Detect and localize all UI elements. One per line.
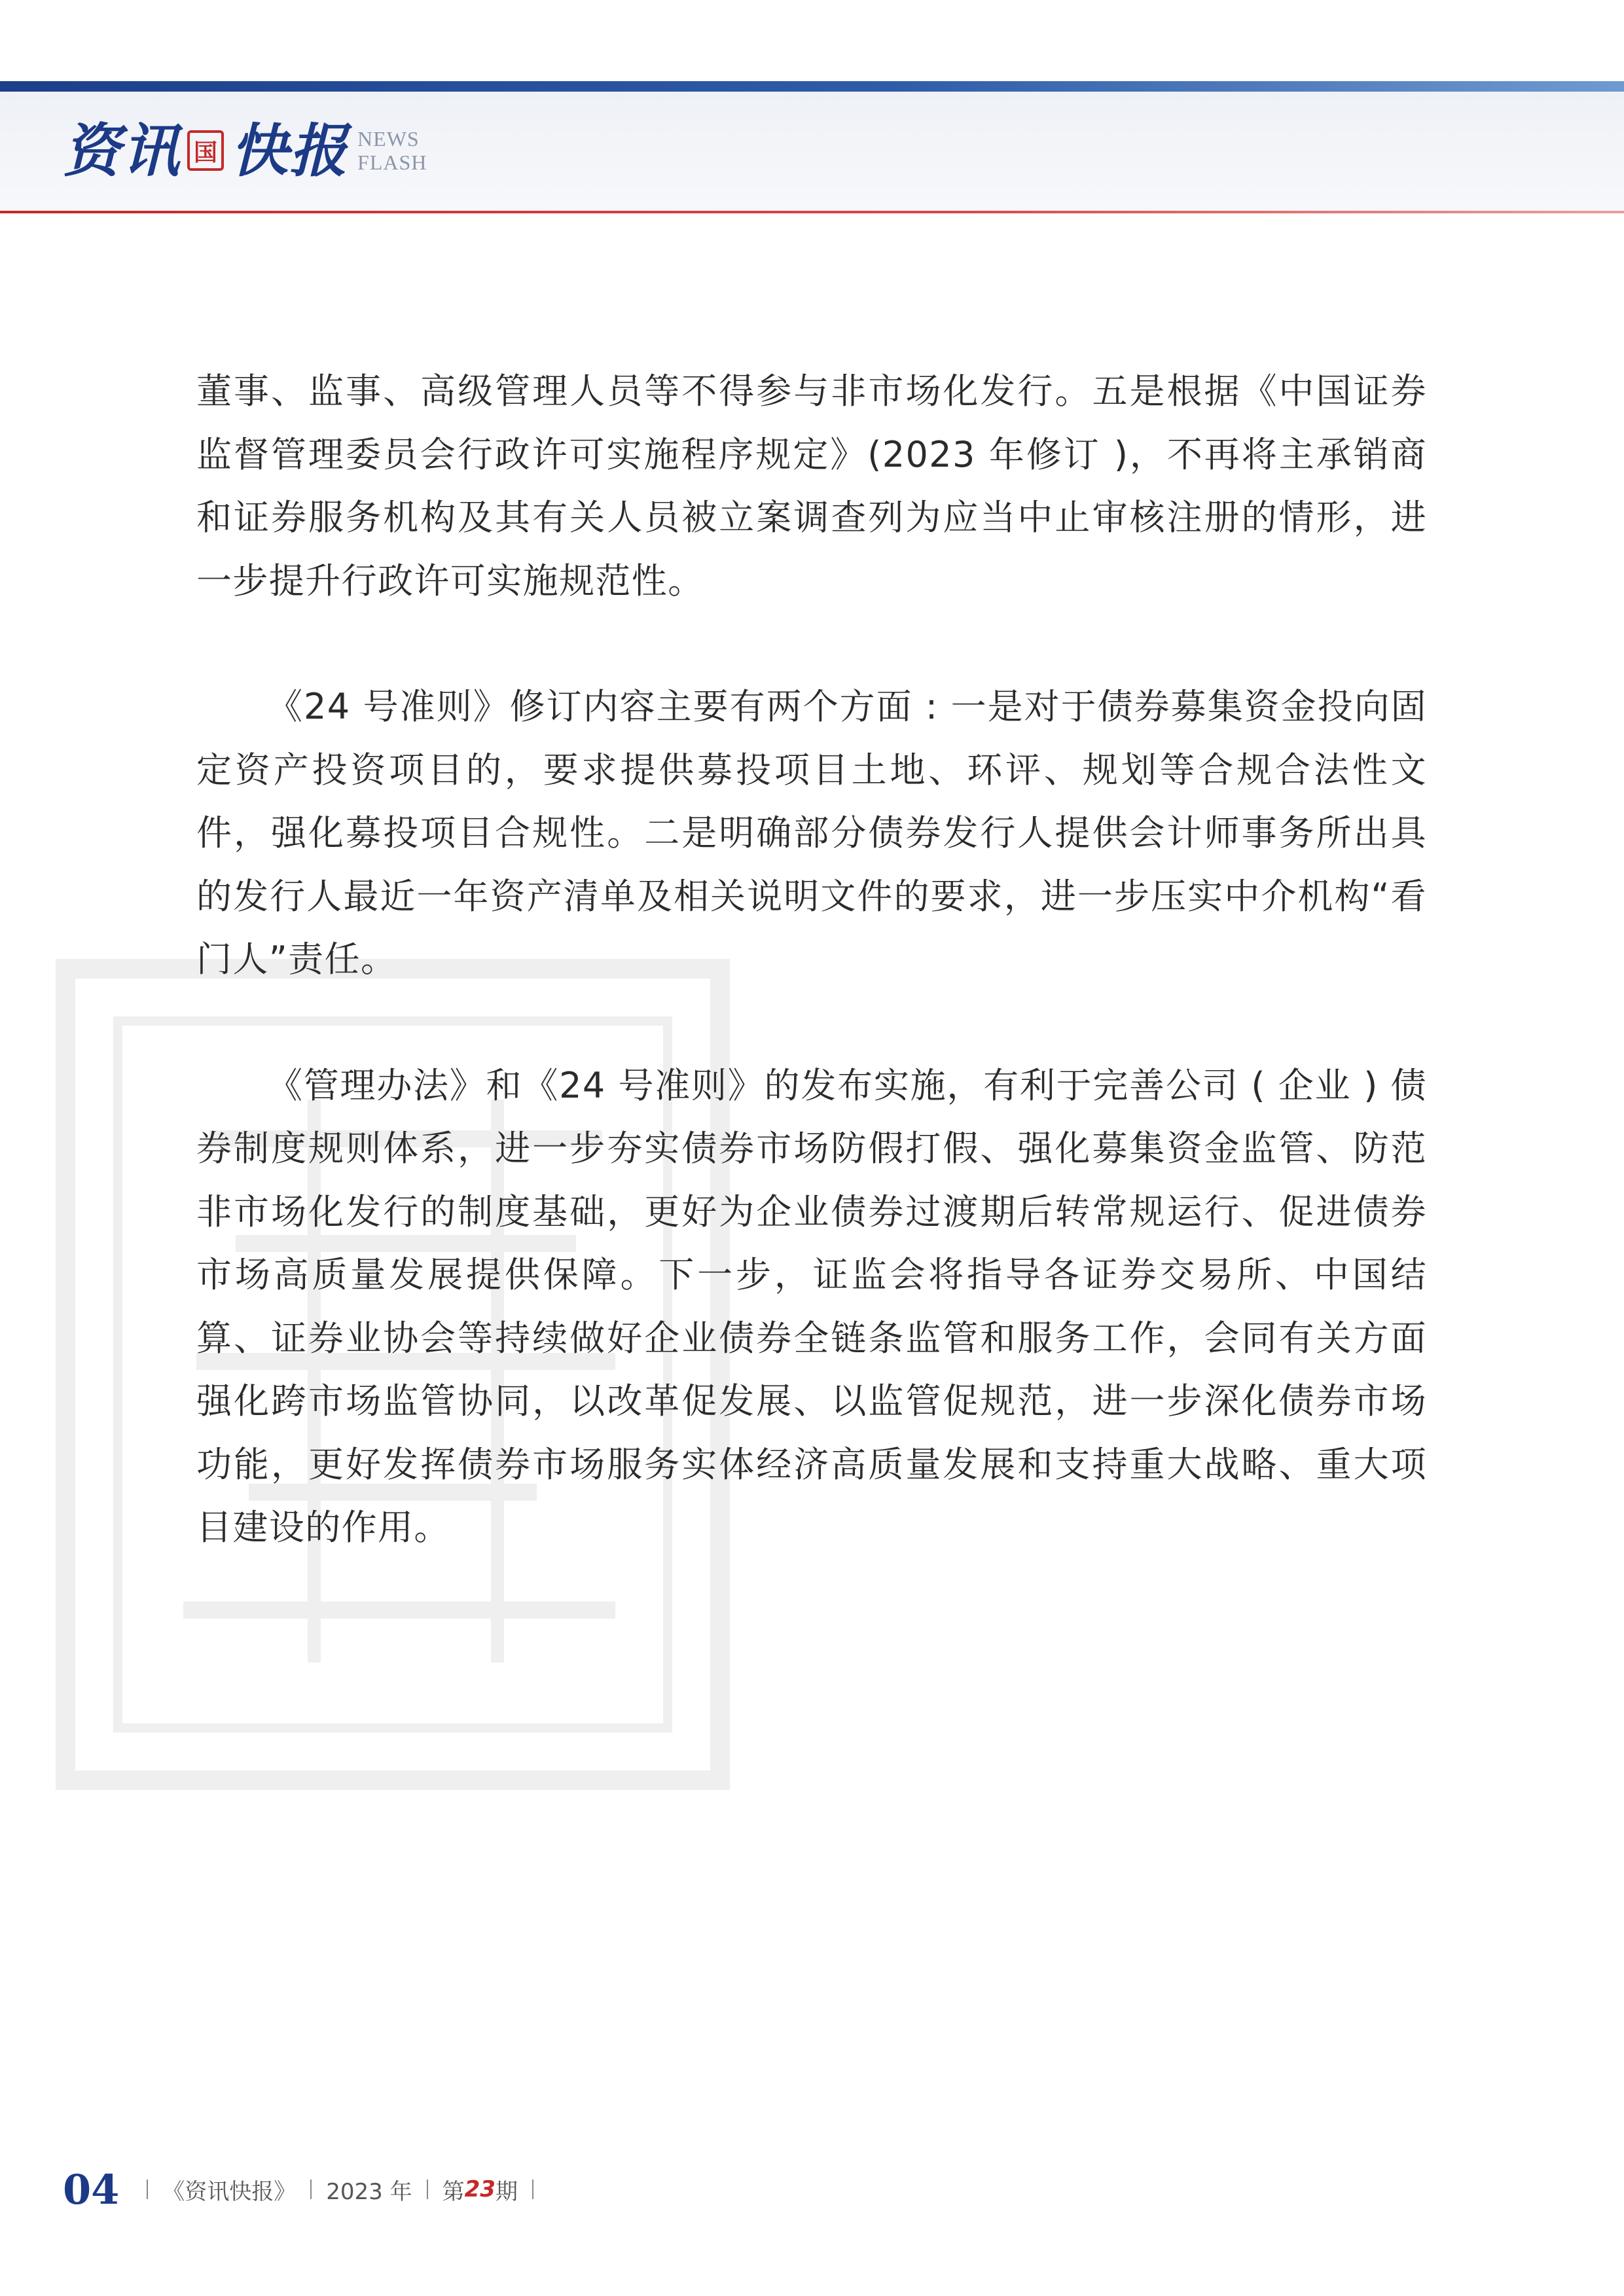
page-number: 04 <box>63 2165 120 2214</box>
footer-year: 2023 年 <box>326 2178 412 2205</box>
publication-logo <box>63 111 427 190</box>
footer-issue-prefix: 第 <box>442 2178 465 2205</box>
logo-text-part2: 快报 <box>230 117 349 185</box>
paragraph-2: 《24 号准则》修订内容主要有两个方面 : 一是对于债券募集资金投向固定资产投资项目的，要求提供募投项目土地、环评、规划等合规合法性文件，强化募投项目合规性。二是明确部分债券发行人提供会计师事务所出具的发行人最近一年资产清单及相关说明文件的要求，进一步压实中介机构“看门人”责任。 <box>196 686 1427 980</box>
logo-english <box>357 127 427 174</box>
logo-text-part1: 资讯 <box>63 117 181 185</box>
logo-english-line2: FLASH <box>357 151 427 174</box>
footer-issue-suffix: 期 <box>495 2178 518 2205</box>
footer-issue-number: 23 <box>464 2176 496 2202</box>
logo-english-line1: NEWS <box>357 127 420 151</box>
article-body <box>196 360 1427 1623</box>
footer-divider <box>532 2179 533 2199</box>
header-red-rule <box>0 211 1624 213</box>
logo-seal-icon: 国 <box>187 130 224 171</box>
footer-divider <box>310 2179 312 2199</box>
footer-publication: 《资讯快报》 <box>162 2178 297 2205</box>
page-footer <box>63 2160 548 2219</box>
paragraph-1: 董事、监事、高级管理人员等不得参与非市场化发行。五是根据《中国证券监督管理委员会行政许可实施程序规定》(2023 年修订 )，不再将主承销商和证券服务机构及其有关人员被立案调查列为应当中止审核注册的情形，进一步提升行政许可实施规范性。 <box>196 370 1427 601</box>
footer-divider <box>147 2179 148 2199</box>
paragraph-3: 《管理办法》和《24 号准则》的发布实施，有利于完善公司 ( 企业 ) 债券制度规则体系，进一步夯实债券市场防假打假、强化募集资金监管、防范非市场化发行的制度基础，更好为企业债券过渡期后转常规运行、促进债券市场高质量发展提供保障。下一步，证监会将指导各证券交易所、中国结算、证券业协会等持续做好企业债券全链条监管和服务工作，会同有关方面强化跨市场监管协同，以改革促发展、以监管促规范，进一步深化债券市场功能，更好发挥债券市场服务实体经济高质量发展和支持重大战略、重大项目建设的作用。 <box>196 1064 1427 1548</box>
header-top-bar <box>0 81 1624 92</box>
footer-divider <box>427 2179 428 2199</box>
